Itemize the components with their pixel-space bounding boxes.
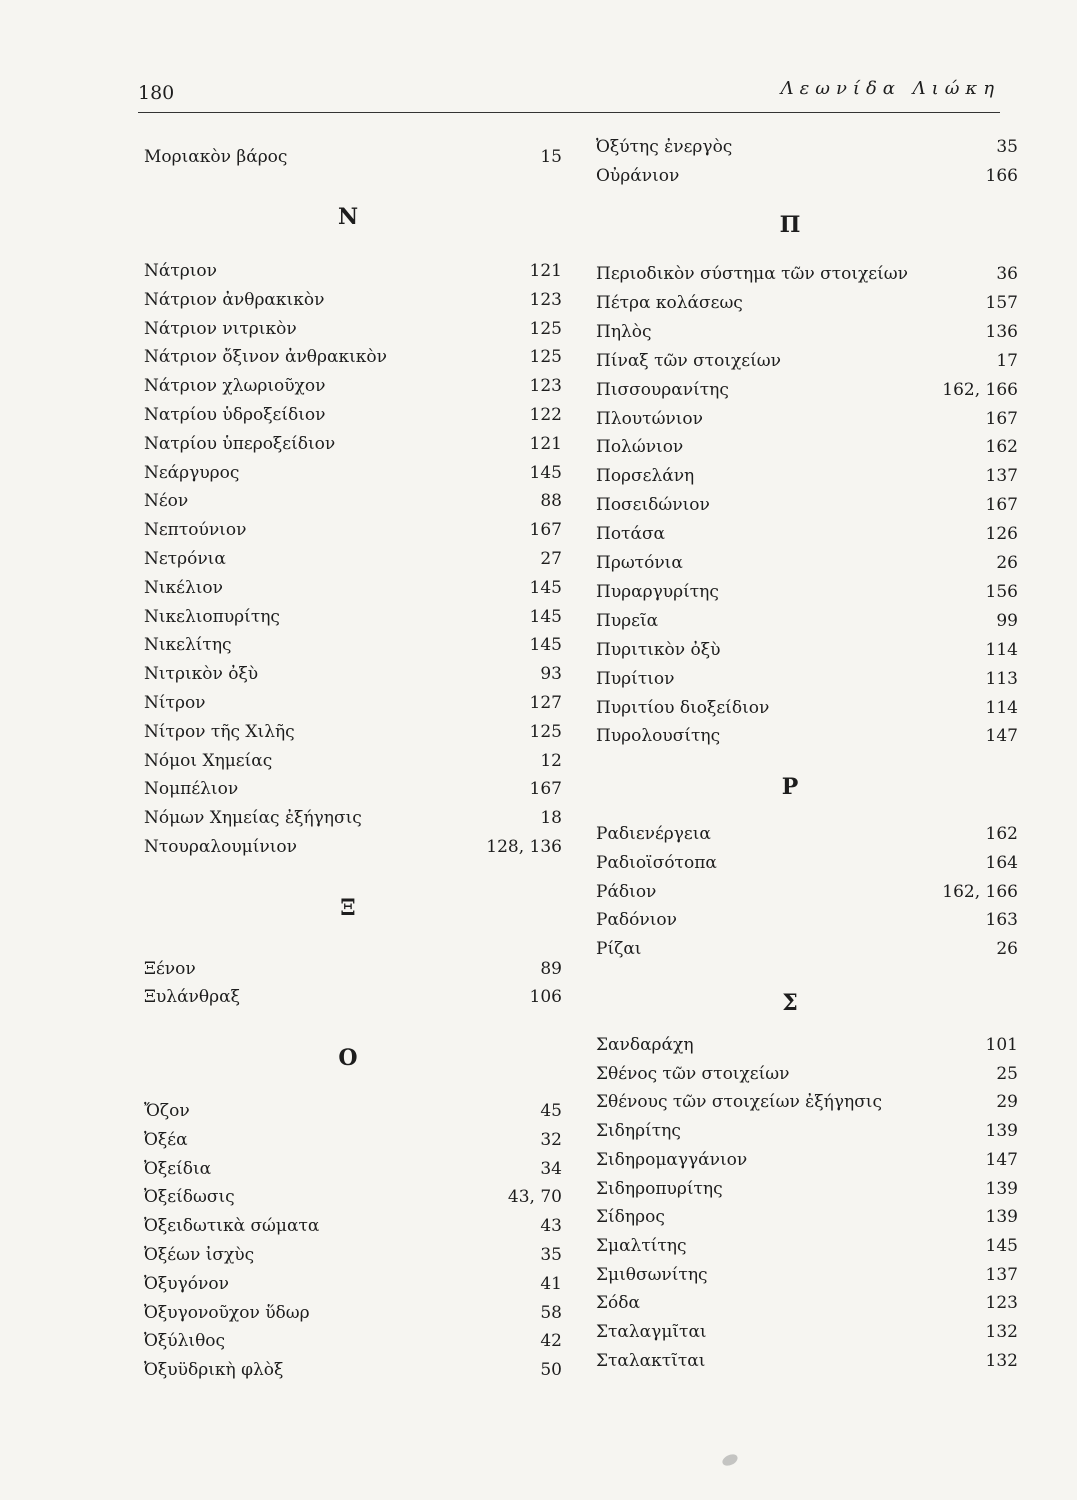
index-page-ref: 18 [540, 808, 562, 829]
index-page-ref: 50 [540, 1360, 562, 1381]
index-term: Πέτρα κολάσεως [596, 292, 743, 313]
running-title: Λεωνίδα Λιώκη [780, 78, 1000, 99]
index-entry [144, 775, 562, 803]
index-entry [596, 162, 1018, 190]
index-page-ref: 137 [985, 1264, 1018, 1285]
index-entry [144, 401, 562, 429]
index-term: Πηλὸς [596, 321, 652, 342]
index-entry [596, 1175, 1018, 1203]
index-page-ref: 139 [985, 1121, 1018, 1142]
index-term: Πυριτικὸν ὀξὺ [596, 639, 721, 660]
index-term: Νίτρον τῆς Χιλῆς [144, 721, 295, 742]
index-term: Νάτριον [144, 261, 217, 281]
index-term: Πολώνιον [596, 437, 684, 458]
index-entry [144, 257, 562, 285]
index-entry [596, 1318, 1018, 1346]
index-page-ref: 132 [985, 1350, 1018, 1371]
index-term: Πυρεῖα [596, 610, 659, 631]
index-term: Ὀξυγονοῦχον ὕδωρ [144, 1302, 310, 1323]
index-entry [144, 1299, 562, 1327]
index-entry [144, 603, 562, 631]
index-entry [144, 747, 562, 775]
index-entry [144, 1183, 562, 1211]
index-entry [144, 1126, 562, 1154]
index-term: Ραδιοϊσότοπα [596, 852, 717, 873]
index-page-ref: 99 [996, 610, 1018, 631]
index-page-ref: 89 [540, 959, 562, 979]
index-entry [596, 433, 1018, 461]
index-entry [144, 315, 562, 343]
index-entry [144, 1097, 562, 1125]
index-term: Ὀξύλιθος [144, 1331, 226, 1352]
index-term: Σόδα [596, 1293, 640, 1314]
index-entry [596, 878, 1018, 906]
index-entry [596, 318, 1018, 346]
index-entry [144, 343, 562, 371]
index-page-ref: 139 [985, 1207, 1018, 1228]
index-page-ref: 43, 70 [507, 1187, 562, 1208]
index-page-ref: 145 [529, 635, 562, 656]
index-entry [144, 1327, 562, 1355]
index-entry [596, 935, 1018, 963]
index-entry [596, 1117, 1018, 1145]
index-page-ref: 167 [529, 779, 562, 800]
index-term: Πυρολουσίτης [596, 726, 721, 747]
index-entry [596, 1347, 1018, 1375]
index-entry [596, 347, 1018, 375]
index-page-ref: 123 [985, 1293, 1018, 1314]
index-term: Σμαλτίτης [596, 1235, 687, 1256]
index-term: Ὀξυϋδρικὴ φλὸξ [144, 1360, 284, 1381]
section-letter-heading: Ξ [340, 895, 356, 921]
index-term: Νικελιοπυρίτης [144, 606, 280, 627]
index-entry [596, 1289, 1018, 1317]
index-entry [596, 1031, 1018, 1059]
index-term: Νάτριον ὄξινον ἀνθρακικὸν [144, 347, 387, 368]
index-page-ref: 121 [529, 261, 562, 281]
index-entry [144, 983, 562, 1011]
index-term: Ὀξέα [144, 1129, 188, 1150]
index-page-ref: 114 [985, 639, 1018, 660]
index-page-ref: 41 [540, 1273, 562, 1294]
index-entry [144, 1155, 562, 1183]
index-page-ref: 162 [985, 437, 1018, 458]
index-term: Νεάργυρος [144, 462, 240, 483]
index-page-ref: 43 [540, 1216, 562, 1237]
index-term: Ὀξυγόνον [144, 1273, 229, 1294]
index-page-ref: 137 [985, 466, 1018, 487]
index-term: Νικελίτης [144, 635, 232, 656]
index-page-ref: 12 [540, 750, 562, 771]
index-page-ref: 114 [985, 697, 1018, 718]
index-page-ref: 126 [985, 524, 1018, 545]
index-entry [144, 804, 562, 832]
index-term: Πυριτίου διοξείδιον [596, 697, 770, 718]
index-entry [596, 1203, 1018, 1231]
index-page-ref: 25 [996, 1063, 1018, 1084]
index-page-ref: 35 [540, 1245, 562, 1265]
index-page-ref: 147 [985, 726, 1018, 747]
index-term: Πίναξ τῶν στοιχείων [596, 350, 781, 371]
index-entry [144, 286, 562, 314]
index-page-ref: 145 [985, 1235, 1018, 1256]
index-term: Ραδιενέργεια [596, 824, 711, 844]
index-page-ref: 157 [985, 292, 1018, 313]
index-term: Πυρίτιον [596, 668, 675, 689]
index-entry [144, 372, 562, 400]
index-entry [596, 491, 1018, 519]
index-entry [144, 1212, 562, 1240]
index-entry [596, 549, 1018, 577]
index-term: Ὀξείδια [144, 1158, 212, 1179]
index-term: Ὀξύτης ἐνεργὸς [596, 137, 733, 157]
header-rule [138, 112, 1000, 113]
index-term: Ὀξειδωτικὰ σώματα [144, 1216, 320, 1237]
index-page-ref: 139 [985, 1178, 1018, 1199]
index-page-ref: 15 [540, 147, 562, 167]
index-page-ref: 17 [996, 350, 1018, 371]
index-entry [596, 665, 1018, 693]
index-page-ref: 127 [529, 693, 562, 713]
index-entry [596, 636, 1018, 664]
page-header [138, 78, 1000, 110]
index-page-ref: 132 [985, 1322, 1018, 1342]
index-page-ref: 136 [985, 321, 1018, 342]
index-entry [144, 955, 562, 983]
index-page-ref: 167 [529, 520, 562, 541]
index-term: Ὀξέων ἰσχὺς [144, 1245, 255, 1265]
index-term: Σταλαγμῖται [596, 1322, 707, 1342]
index-term: Ράδιον [596, 881, 657, 902]
index-page-ref: 125 [529, 347, 562, 368]
index-term: Μοριακὸν βάρος [144, 147, 288, 167]
index-term: Ρίζαι [596, 939, 642, 960]
index-entry [596, 849, 1018, 877]
index-entry [144, 143, 562, 171]
index-page-ref: 58 [540, 1302, 562, 1323]
index-page-ref: 145 [529, 606, 562, 627]
index-page-ref: 162, 166 [942, 881, 1018, 902]
index-term: Ποσειδώνιον [596, 495, 710, 516]
index-page-ref: 145 [529, 462, 562, 483]
index-entry [596, 520, 1018, 548]
index-entry [144, 689, 562, 717]
index-term: Πρωτόνια [596, 553, 683, 573]
index-term: Σθένος τῶν στοιχείων [596, 1063, 790, 1084]
index-entry [596, 133, 1018, 161]
index-entry [596, 289, 1018, 317]
index-entry [596, 578, 1018, 606]
index-term: Πισσουρανίτης [596, 379, 729, 400]
index-term: Νατρίου ὑδροξείδιον [144, 405, 326, 425]
index-term: Πλουτώνιον [596, 408, 704, 429]
index-page-ref: 128, 136 [486, 837, 562, 857]
index-term: Ξυλάνθραξ [144, 987, 240, 1007]
index-entry [144, 430, 562, 458]
index-page-ref: 34 [540, 1158, 562, 1179]
index-term: Νίτρον [144, 693, 206, 713]
index-page-ref: 36 [996, 264, 1018, 284]
index-term: Σανδαράχη [596, 1035, 694, 1055]
index-page-ref: 27 [540, 549, 562, 569]
index-term: Νάτριον ἀνθρακικὸν [144, 289, 325, 310]
index-entry [596, 462, 1018, 490]
index-term: Σμιθσωνίτης [596, 1264, 708, 1285]
index-term: Ραδόνιον [596, 910, 677, 931]
index-term: Ξένον [144, 959, 196, 979]
index-page-ref: 163 [985, 910, 1018, 931]
index-entry [596, 1060, 1018, 1088]
index-entry [596, 906, 1018, 934]
index-page-ref: 145 [529, 577, 562, 598]
index-entry [596, 722, 1018, 750]
index-entry [144, 660, 562, 688]
index-entry [144, 574, 562, 602]
index-entry [144, 718, 562, 746]
index-term: Σίδηρος [596, 1207, 665, 1228]
index-page-ref: 123 [529, 289, 562, 310]
index-term: Σιδηρομαγγάνιον [596, 1149, 748, 1170]
index-entry [596, 1146, 1018, 1174]
index-term: Σθένους τῶν στοιχείων ἐξήγησις [596, 1092, 882, 1113]
page-number: 180 [138, 82, 175, 104]
index-entry [596, 376, 1018, 404]
index-page-ref: 35 [996, 137, 1018, 157]
index-entry [596, 820, 1018, 848]
index-term: Νατρίου ὑπεροξείδιον [144, 433, 336, 454]
index-page-ref: 122 [529, 405, 562, 425]
index-term: Ὄζον [144, 1101, 190, 1121]
index-entry [596, 1261, 1018, 1289]
index-page-ref: 101 [985, 1035, 1018, 1055]
index-entry [596, 694, 1018, 722]
index-page-ref: 93 [540, 664, 562, 685]
index-entry [596, 405, 1018, 433]
index-page-ref: 45 [540, 1101, 562, 1121]
index-term: Νόμων Χημείας ἐξήγησις [144, 808, 362, 829]
ink-smudge [721, 1452, 740, 1468]
index-entry [144, 631, 562, 659]
section-letter-heading: Ρ [781, 774, 799, 800]
index-term: Νικέλιον [144, 577, 223, 598]
index-term: Περιοδικὸν σύστημα τῶν στοιχείων [596, 264, 908, 284]
index-page-ref: 167 [985, 408, 1018, 429]
index-page-ref: 113 [985, 668, 1018, 689]
index-page-ref: 42 [540, 1331, 562, 1352]
index-term: Σιδηρίτης [596, 1121, 681, 1142]
index-entry [596, 607, 1018, 635]
index-entry [596, 1232, 1018, 1260]
index-term: Νεπτούνιον [144, 520, 247, 541]
index-term: Ποτάσα [596, 524, 666, 545]
index-page-ref: 166 [985, 166, 1018, 186]
index-entry [596, 1088, 1018, 1116]
index-entry [144, 1241, 562, 1269]
index-page-ref: 167 [985, 495, 1018, 516]
index-term: Νάτριον νιτρικὸν [144, 318, 297, 339]
index-term: Ὀξείδωσις [144, 1187, 235, 1208]
index-entry [144, 1356, 562, 1384]
index-term: Σταλακτῖται [596, 1350, 706, 1371]
section-letter-heading: Ν [337, 204, 359, 230]
index-page-ref: 123 [529, 376, 562, 397]
index-term: Σιδηροπυρίτης [596, 1178, 723, 1199]
index-term: Πορσελάνη [596, 466, 695, 487]
index-page-ref: 156 [985, 581, 1018, 602]
index-page-ref: 121 [529, 433, 562, 454]
index-term: Νιτρικὸν ὀξὺ [144, 664, 259, 685]
index-term: Νόμοι Χημείας [144, 750, 273, 771]
section-letter-heading: Π [779, 212, 801, 238]
index-page-ref: 26 [996, 553, 1018, 573]
index-term: Νέον [144, 491, 189, 512]
index-entry [144, 487, 562, 515]
index-term: Οὐράνιον [596, 166, 680, 186]
index-page-ref: 29 [996, 1092, 1018, 1113]
index-page-ref: 32 [540, 1129, 562, 1150]
index-entry [144, 545, 562, 573]
index-page-ref: 162 [985, 824, 1018, 844]
section-letter-heading: Ο [338, 1045, 358, 1071]
index-page-ref: 162, 166 [942, 379, 1018, 400]
index-page-ref: 125 [529, 721, 562, 742]
index-entry [144, 833, 562, 861]
index-page-ref: 125 [529, 318, 562, 339]
index-page-ref: 164 [985, 852, 1018, 873]
index-page-ref: 106 [529, 987, 562, 1007]
index-entry [596, 260, 1018, 288]
index-term: Πυραργυρίτης [596, 581, 719, 602]
index-term: Νετρόνια [144, 549, 226, 569]
index-entry [144, 516, 562, 544]
index-entry [144, 459, 562, 487]
section-letter-heading: Σ [782, 990, 798, 1016]
index-entry [144, 1270, 562, 1298]
index-term: Νομπέλιον [144, 779, 239, 800]
index-page-ref: 26 [996, 939, 1018, 960]
index-page-ref: 88 [540, 491, 562, 512]
index-page-ref: 147 [985, 1149, 1018, 1170]
index-term: Ντουραλουμίνιον [144, 837, 297, 857]
index-term: Νάτριον χλωριοῦχον [144, 376, 326, 397]
